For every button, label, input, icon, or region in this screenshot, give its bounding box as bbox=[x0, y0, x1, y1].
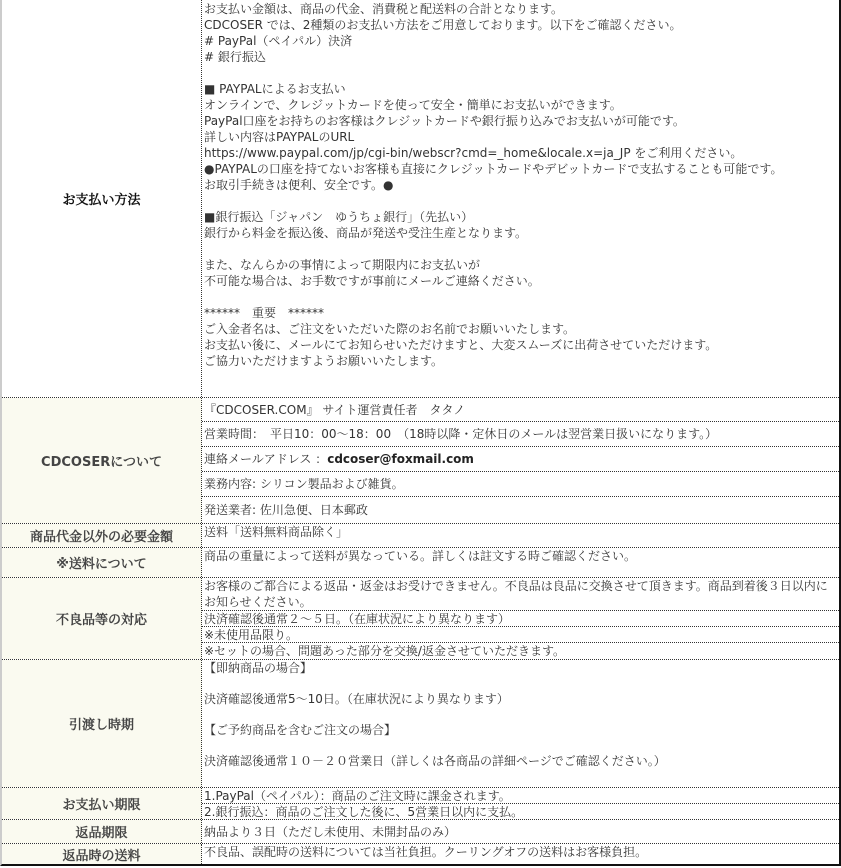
label-payment-method: お支払い方法 bbox=[2, 0, 202, 397]
row-return-period bbox=[2, 820, 839, 844]
deadline-paypal: 1.PayPal（ペイパル）：商品のご注文時に課金されます。 bbox=[202, 788, 839, 804]
row-extra-fee bbox=[2, 524, 839, 548]
row-return-fee bbox=[2, 844, 839, 864]
shipping-value: 商品の重量によって送料が異なっている。詳しくは註文する時ご確認ください。 bbox=[204, 549, 637, 563]
return-fee-value: 不良品、誤配時の送料については当社負担。クーリングオフの送料はお客様負担。 bbox=[204, 845, 648, 859]
defect-policy: お客様のご都合による返品・返金はお受けできません。不良品は良品に交換させて頂きます。商品到着後３日以内にお知らせください。 bbox=[202, 578, 839, 611]
extra-fee-value: 送料「送料無料商品除く」 bbox=[204, 525, 349, 539]
defect-days: 決済確認後通常２〜５日。（在庫状況により異なります） bbox=[202, 611, 839, 627]
label-deadline: お支払い期限 bbox=[2, 788, 202, 819]
defect-set: ※セットの場合、問題あった部分を交換/返金させていただきます。 bbox=[204, 644, 566, 658]
return-period-value: 納品より３日（ただし未使用、未開封品のみ） bbox=[204, 824, 457, 839]
label-return-period: 返品期限 bbox=[2, 820, 202, 843]
deadline-bank: 2.銀行振込：商品のご注文した後に、5営業日以内に支払。 bbox=[204, 805, 524, 819]
label-extra-fee: 商品代金以外の必要金額 bbox=[2, 524, 202, 547]
label-delivery: 引渡し時期 bbox=[2, 660, 202, 787]
delivery-text: 【即納商品の場合】 決済確認後通常5〜10日。（在庫状況により異なります） 【ご予約商品を含むご注文の場合】 決済確認後通常１０－２０営業日（詳しくは各商品の詳細ページでご確認ください。） bbox=[204, 661, 666, 768]
label-return-fee: 返品時の送料 bbox=[2, 844, 202, 864]
about-carrier: 発送業者: 佐川急便、日本郵政 bbox=[204, 503, 368, 517]
label-shipping: ※送料について bbox=[2, 548, 202, 577]
row-shipping bbox=[2, 548, 839, 578]
about-email: 連絡メールアドレス ： cdcoser@foxmail.com bbox=[202, 447, 839, 472]
payment-method-text: お支払い金額は、商品の代金、消費税と配送料の合計となります。 CDCOSER では、2種類のお支払い方法をご用意しております。以下をご確認ください。 # PayPal（ペイパル）決済 # 銀行振込 ■ PAYPALによるお支払い オンラインで、クレジットカードを使って安全・簡単にお支払いができます。 PayPal口座をお持ちのお客様はクレジットカードや銀行振り込みでお支払いが可能です。 詳しい内容はPAYPALのURL https://www.paypal.com/jp/cgi-bin/webscr?cmd=_home&locale.x=ja_JP をご利用ください。 ●PAYPALの口座を持てないお客様も直接にクレジットカードやデビットカードで支払することも可能です。 お取引手続きは便利、安全です。● ■銀行振込「ジャパン ゆうちょ銀行」（先払い） 銀行から料金を振込後、商品が発送や受注生産となります。 また、なんらかの事情によって期限内にお支払いが 不可能な場合は、お手数ですが事前にメールご連絡ください。 ****** 重要 ****** ご入金者名は、ご注文をいただいた際のお名前でお願いいたします。 お支払い後に、メールにてお知らせいただけますと、大変スムーズに出荷させていただけます。 ご協力いただけますようお願いいたします。 bbox=[204, 2, 783, 368]
row-about bbox=[2, 398, 839, 524]
about-hours: 営業時間： 平日10：00〜18：00 （18時以降・定休日のメールは翌営業日扱いになります。） bbox=[202, 422, 839, 447]
row-delivery bbox=[2, 660, 839, 788]
row-payment-method bbox=[2, 0, 839, 398]
email-link[interactable]: cdcoser@foxmail.com bbox=[327, 452, 474, 466]
row-deadline bbox=[2, 788, 839, 820]
about-business: 業務内容: シリコン製品および雑貨。 bbox=[202, 472, 839, 497]
defect-unused: ※未使用品限り。 bbox=[202, 627, 839, 643]
row-defect bbox=[2, 578, 839, 660]
about-operator: 『CDCOSER.COM』 サイト運営責任者 タタノ bbox=[202, 398, 839, 422]
label-about: CDCOSERについて bbox=[2, 398, 202, 523]
label-defect: 不良品等の対応 bbox=[2, 578, 202, 659]
